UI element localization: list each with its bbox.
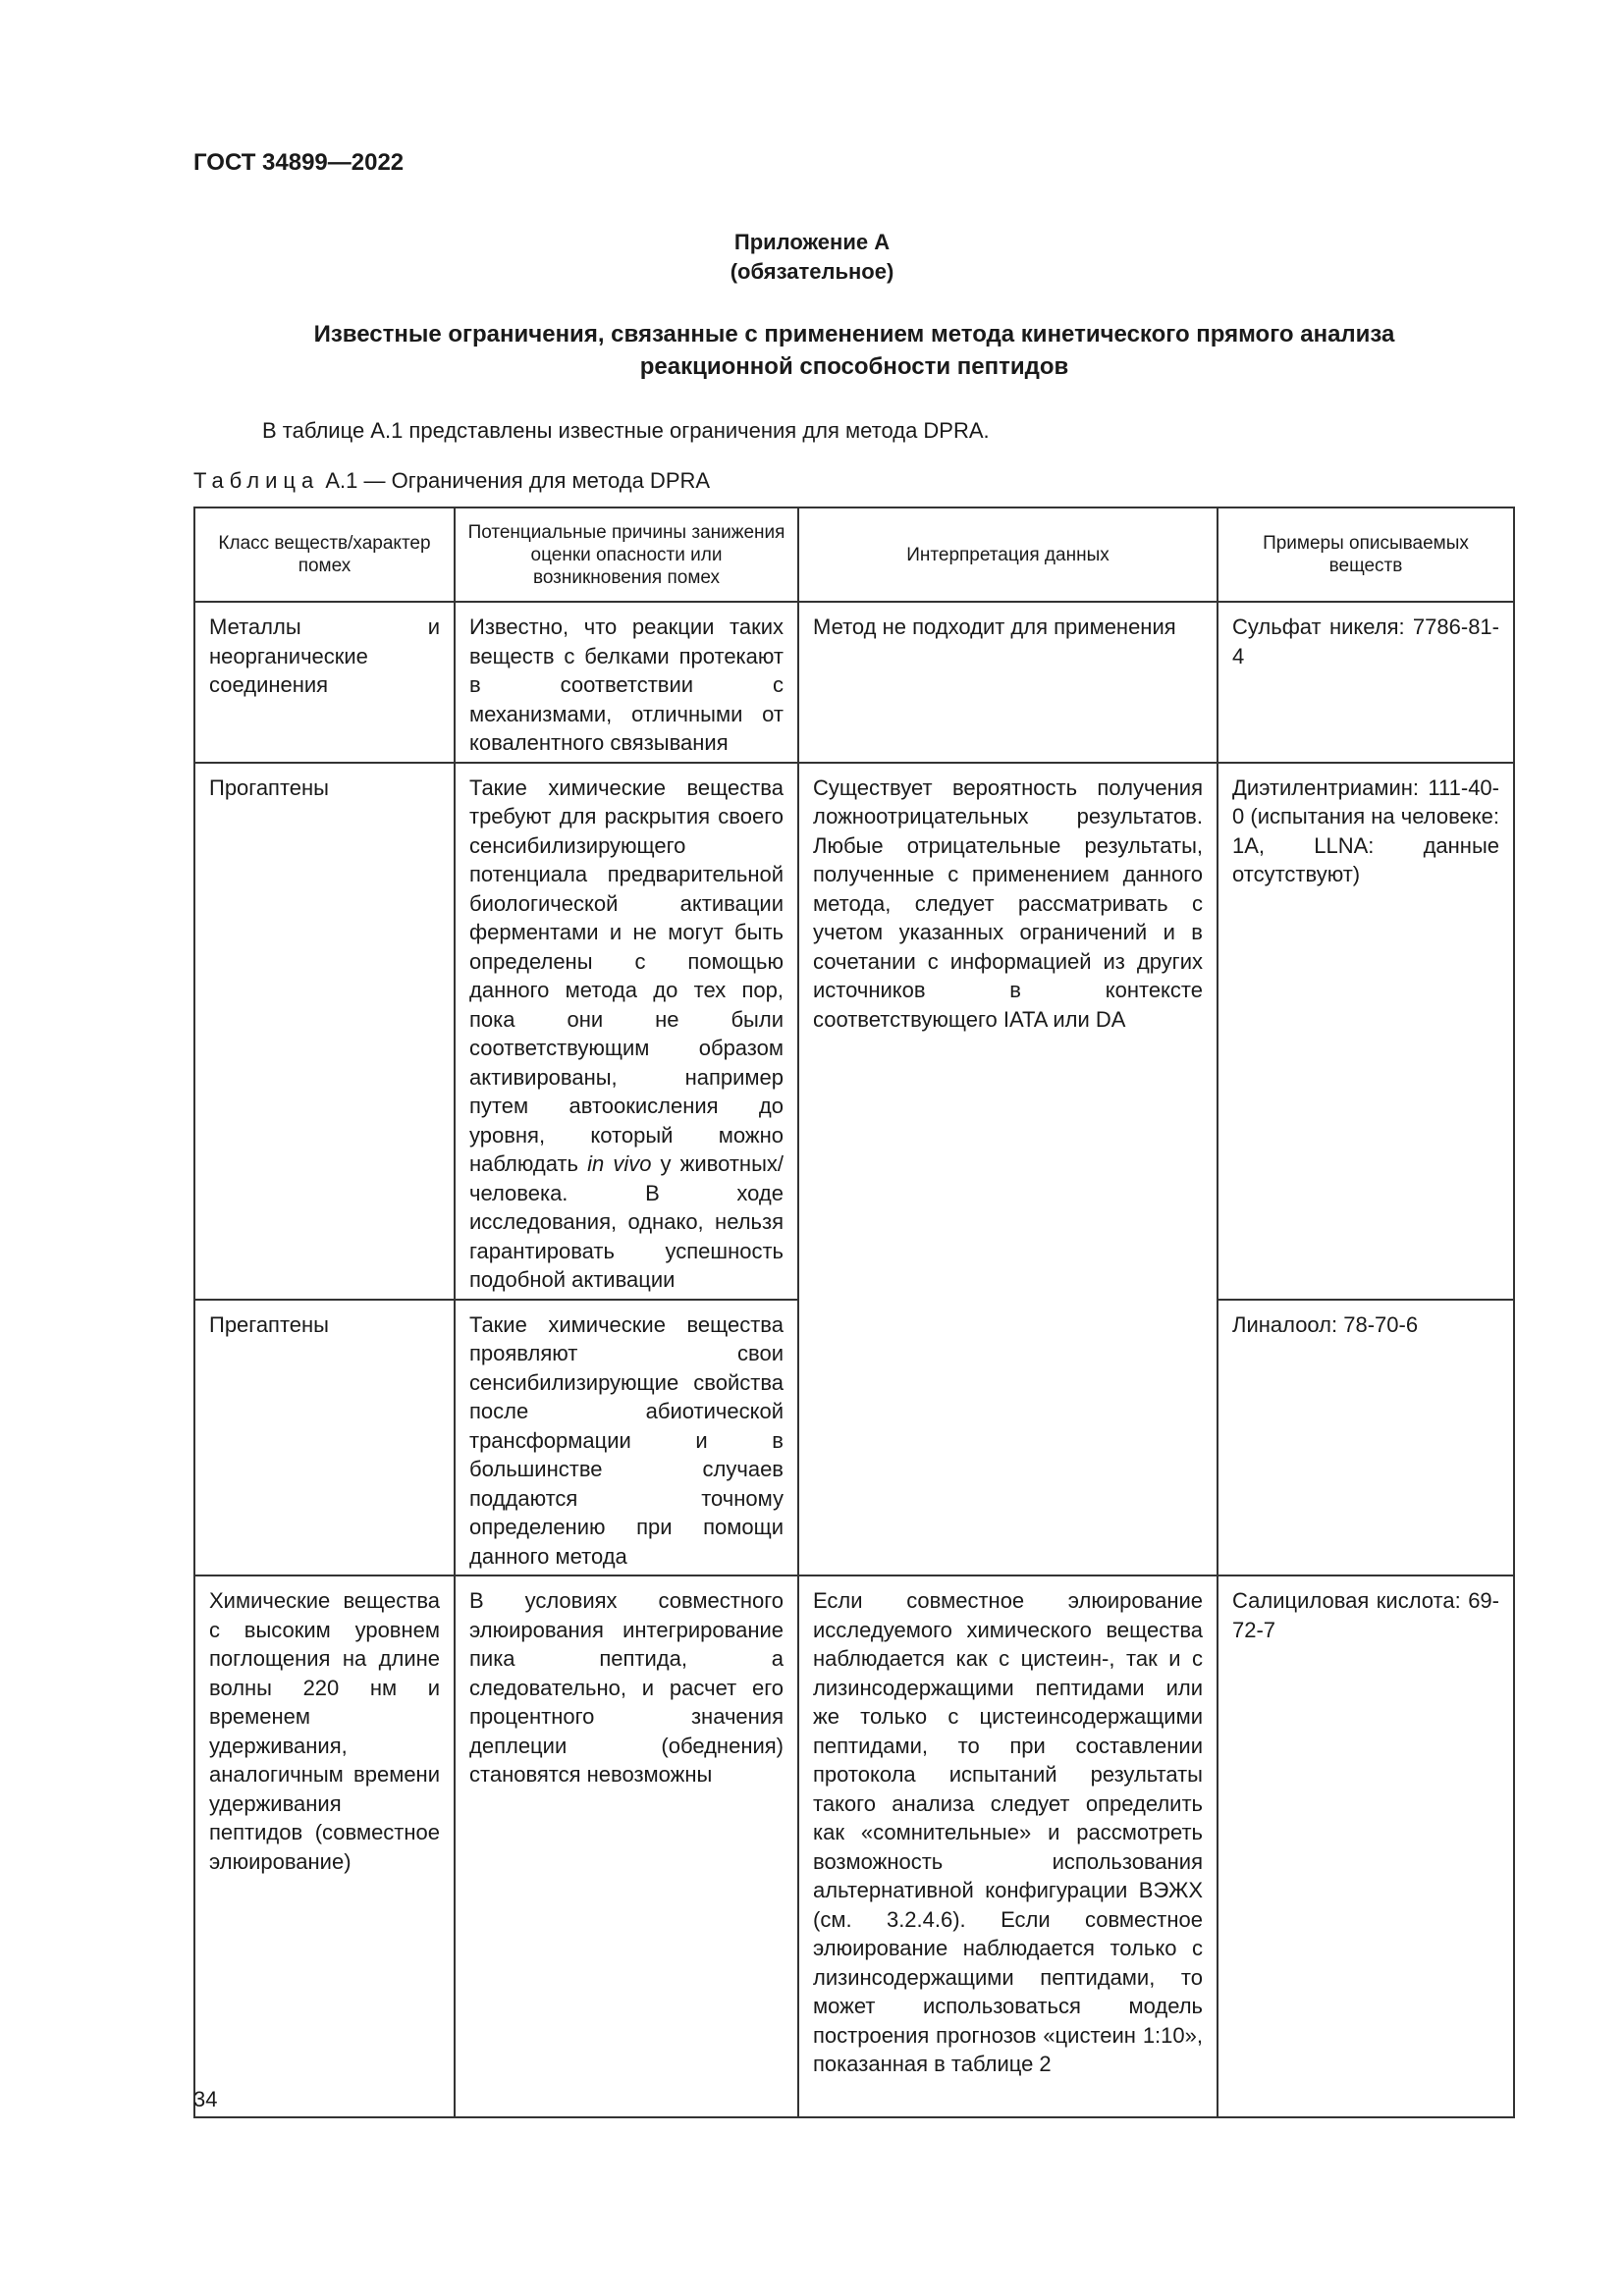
header-cause: Потенциальные причины занижения оценки опасности или возникновения помех xyxy=(455,507,798,602)
cell-class: Прегаптены xyxy=(194,1300,455,1576)
cell-interpretation: Если совместное элюирование исследуемого химического вещества наблюдается как с цистеин-, так и с лизинсодержащими пептидами или же только с цистеинсодержащими пептидами, то при составлении протокола испытаний результаты такого анализа следует определить как «сомнительные» и рассмотреть возможность использования альтернативной конфигурации ВЭЖХ (см. 3.2.4.6). Если совместное элюирование наблюдается только с лизинсодержащими пептидами, то может использоваться модель построения прогнозов «цистеин 1:10», показанная в таблице 2 xyxy=(798,1575,1218,2117)
annex-status: (обязательное) xyxy=(730,259,894,284)
cell-cause: Такие химические вещества проявляют свои сенсибилизирующие свойства после абиотической трансформации и в большинстве случаев поддаются точному определению при помощи данного метода xyxy=(455,1300,798,1576)
cell-cause-text-b: у животных/человека. В ходе исследования, однако, нельзя гарантировать успешность подобной активации xyxy=(469,1151,785,1292)
cell-cause: В условиях совместного элюирования интегрирование пика пептида, а следовательно, и расчет его процентного значения деплеции (обеднения) становятся невозможны xyxy=(455,1575,798,2117)
annex-title-line2: реакционной способности пептидов xyxy=(639,353,1069,380)
page-number: 34 xyxy=(193,2087,218,2111)
cell-cause-italic: in vivo xyxy=(587,1151,652,1176)
cell-examples: Салициловая кислота: 69-72-7 xyxy=(1218,1575,1514,2117)
cell-examples: Сульфат никеля: 7786-81-4 xyxy=(1218,602,1514,763)
header-examples: Примеры описываемых веществ xyxy=(1218,507,1514,602)
table-row xyxy=(194,1575,1514,2117)
header-interpretation: Интерпретация данных xyxy=(798,507,1218,602)
table-row xyxy=(194,602,1514,763)
cell-class: Металлы и неорганические соединения xyxy=(194,602,455,763)
table-caption-text: А.1 — Ограничения для метода DPRA xyxy=(319,468,711,493)
table-caption xyxy=(193,468,710,494)
cell-interpretation: Существует вероятность получения ложноотрицательных результатов. Любые отрицательные результаты, полученные с применением данного метода, следует рассматривать с учетом указанных ограничений и в сочетании с информацией из других источников в контексте соответствующего IATA или DA xyxy=(798,763,1218,1576)
cell-cause: Известно, что реакции таких веществ с белками протекают в соответствии с механизмами, отличными от ковалентного связывания xyxy=(455,602,798,763)
standard-header: ГОСТ 34899—2022 xyxy=(193,149,405,176)
intro-paragraph: В таблице А.1 представлены известные ограничения для метода DPRA. xyxy=(262,418,990,443)
table-header-row xyxy=(194,507,1514,602)
limitations-table xyxy=(193,507,1515,2118)
annex-heading xyxy=(0,228,1624,287)
cell-class: Прогаптены xyxy=(194,763,455,1300)
annex-title xyxy=(177,318,1532,383)
annex-name: Приложение А xyxy=(733,230,891,254)
cell-class: Химические вещества с высоким уровнем поглощения на длине волны 220 нм и временем удерживания, аналогичным времени удерживания пептидов (совместное элюирование) xyxy=(194,1575,455,2117)
cell-cause-text-a: Такие химические вещества требуют для раскрытия своего сенсибилизирующего потенциала предварительной биологической активации ферментами и не могут быть определены с помощью данного метода до тех пор, пока они не были соответствующим образом активированы, например путем автоокисления до уровня, который можно наблюдать xyxy=(469,774,784,1176)
table-row xyxy=(194,763,1514,1300)
annex-title-line1: Известные ограничения, связанные с применением метода кинетического прямого анализа xyxy=(313,321,1395,347)
header-class: Класс веществ/характер помех xyxy=(194,507,455,602)
cell-interpretation: Метод не подходит для применения xyxy=(798,602,1218,763)
cell-examples: Линалоол: 78-70-6 xyxy=(1218,1300,1514,1576)
cell-cause xyxy=(455,763,798,1300)
table-caption-label: Таблица xyxy=(193,468,320,493)
cell-examples: Диэтилентриамин: 111-40-0 (испытания на человеке: 1A, LLNA: данные отсутствуют) xyxy=(1218,763,1514,1300)
